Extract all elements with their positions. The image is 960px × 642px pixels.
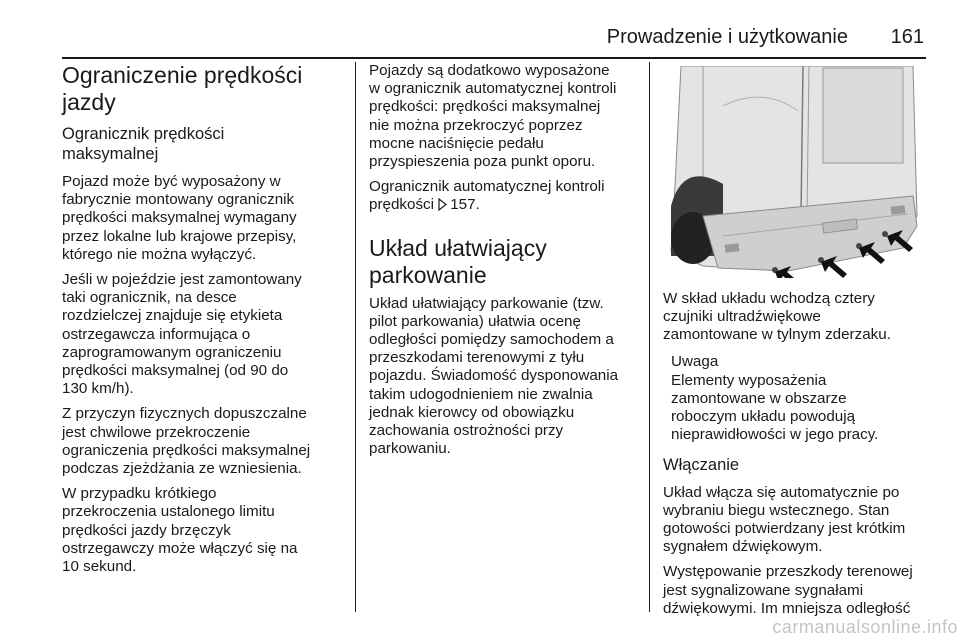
page-reference-link[interactable]: 157. — [450, 196, 480, 214]
line: jest sygnalizowane sygnałami — [663, 581, 864, 599]
line: Układ ułatwiający parkowanie (tzw. — [369, 294, 604, 312]
line: gotowości potwierdzany jest krótkim — [663, 520, 906, 538]
paragraph — [663, 290, 928, 345]
paragraph — [369, 178, 637, 216]
line: czujniki ultradźwiękowe — [663, 308, 821, 326]
line: prędkości: prędkości maksymalnej — [369, 98, 601, 116]
line: dźwiękowymi. Im mniejsza odległość — [663, 599, 911, 617]
line: 10 sekund. — [62, 558, 137, 576]
line: przez lokalne lub krajowe przepisy, — [62, 227, 297, 245]
line: ograniczenia prędkości maksymalnej — [62, 441, 311, 459]
note-title: Uwaga — [671, 352, 719, 370]
line: jazdy — [62, 89, 116, 115]
line: zaprogramowanym ograniczeniu — [62, 343, 282, 361]
watermark: carmanualsonline.info — [772, 617, 958, 637]
line: zamontowane w tylnym zderzaku. — [663, 326, 891, 344]
line: maksymalnej — [62, 145, 159, 163]
paragraph — [62, 271, 342, 398]
line: odległości pomiędzy samochodem a — [369, 331, 614, 349]
page-header — [62, 22, 926, 56]
header-rule — [62, 57, 926, 59]
line: nieprawidłowości w jego pracy. — [671, 426, 879, 444]
line: nie można przekroczyć poprzez — [369, 116, 583, 134]
line: Ogranicznik prędkości — [62, 125, 225, 143]
line: pojazdu. Świadomość dysponowania — [369, 367, 619, 385]
line: przeszkodami terenowymi z tyłu — [369, 349, 585, 367]
line: 130 km/h). — [62, 380, 134, 398]
line: Pojazd może być wyposażony w — [62, 173, 281, 190]
line: Ograniczenie prędkości — [62, 62, 303, 88]
note-text — [671, 372, 928, 445]
line: fabrycznie montowany ogranicznik — [62, 191, 295, 209]
paragraph — [663, 484, 928, 557]
line: Występowanie przeszkody terenowej — [663, 563, 913, 581]
paragraph — [62, 485, 342, 576]
line: roboczym układu powodują — [671, 408, 856, 426]
parking-sensors-icon — [663, 66, 926, 278]
line: prędkości maksymalnej (od 90 do — [62, 362, 289, 380]
column-divider-1 — [355, 62, 356, 612]
line: prędkości — [369, 196, 439, 214]
line: Układ włącza się automatycznie po — [663, 483, 900, 501]
line: zamontowane w obszarze — [671, 390, 847, 408]
line: Z przyczyn fizycznych dopuszczalne — [62, 405, 307, 423]
line: parkowaniu. — [369, 440, 451, 458]
line: prędkości jazdy brzęczyk — [62, 521, 231, 539]
line: ostrzegawczy może włączyć się na — [62, 539, 298, 557]
line: taki ogranicznik, na desce — [62, 289, 237, 307]
subheading-activation: Włączanie — [663, 455, 740, 474]
line: zachowania ostrożności przy — [369, 422, 564, 440]
line: rozdzielczej znajduje się etykieta — [62, 307, 283, 325]
line: jednak kierowcy od obowiązku — [369, 403, 575, 421]
note-box — [671, 353, 928, 445]
column-1 — [62, 62, 342, 583]
line: mocne naciśnięcie pedału — [369, 134, 544, 152]
line: ostrzegawcza informująca o — [62, 325, 251, 343]
line: w ogranicznik automatycznej kontroli — [369, 80, 617, 98]
paragraph — [663, 563, 928, 618]
section-heading-parking-assist — [369, 235, 637, 289]
line: Układ ułatwiający — [369, 234, 547, 261]
triangle-right-icon — [438, 198, 447, 216]
line: Elementy wyposażenia — [671, 371, 827, 389]
line: jest chwilowe przekroczenie — [62, 423, 251, 441]
paragraph — [369, 295, 637, 459]
line: parkowanie — [369, 261, 487, 288]
line: przyspieszenia poza punkt oporu. — [369, 153, 596, 171]
line: przekroczenia ustalonego limitu — [62, 503, 275, 521]
line: wybraniu biegu wstecznego. Stan — [663, 501, 890, 519]
column-divider-2 — [649, 62, 650, 612]
line: W skład układu wchodzą cztery — [663, 290, 875, 307]
subheading-max-speed-limiter — [62, 124, 342, 164]
parking-sensors-illustration — [663, 66, 926, 278]
line: podczas zjeżdżania ze wzniesienia. — [62, 460, 302, 478]
running-head-title: Prowadzenie i użytkowanie — [606, 26, 848, 48]
paragraph — [62, 405, 342, 478]
line: Jeśli w pojeździe jest zamontowany — [62, 271, 302, 289]
paragraph — [62, 173, 342, 264]
line: takim udogodnieniem nie zwalnia — [369, 385, 593, 403]
line: Pojazdy są dodatkowo wyposażone — [369, 62, 610, 79]
column-3 — [663, 290, 928, 625]
line: sygnałem dźwiękowym. — [663, 538, 823, 556]
line: pilot parkowania) ułatwia ocenę — [369, 312, 581, 330]
line: prędkości maksymalnej wymagany — [62, 209, 297, 227]
paragraph — [369, 62, 637, 171]
line: W przypadku krótkiego — [62, 485, 217, 503]
line: Ogranicznik automatycznej kontroli — [369, 178, 605, 196]
page-number: 161 — [890, 26, 924, 48]
line: którego nie można wyłączyć. — [62, 245, 257, 263]
column-2 — [369, 62, 637, 465]
section-heading-speed-limitation — [62, 62, 342, 116]
